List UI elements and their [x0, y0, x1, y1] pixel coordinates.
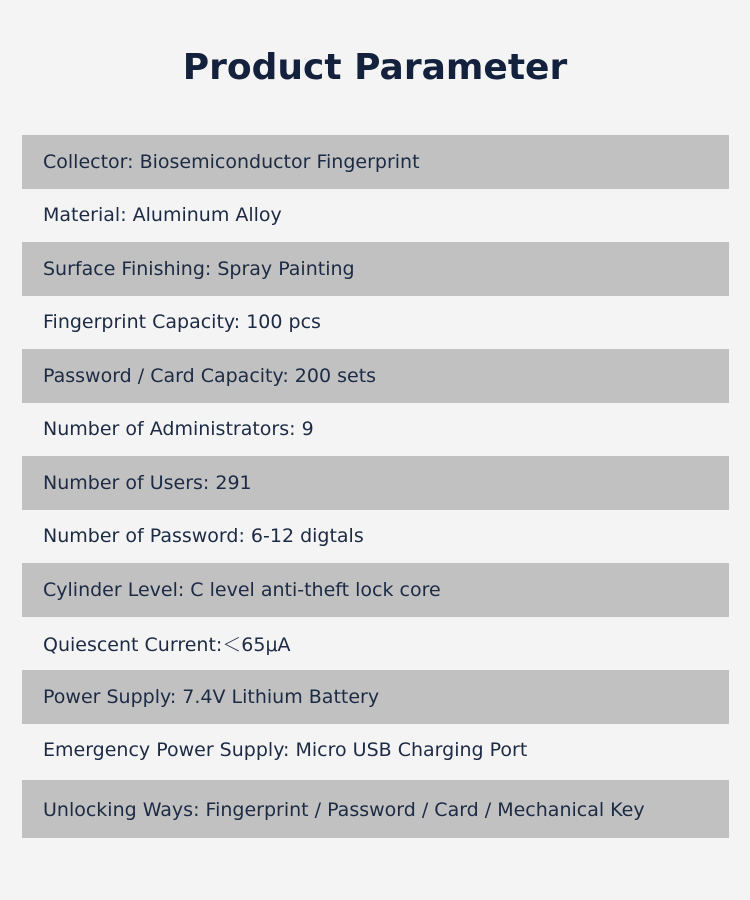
page-title: Product Parameter — [182, 47, 568, 88]
param-row-emergency-power: Emergency Power Supply: Micro USB Charging Port — [43, 739, 528, 762]
param-row-users: Number of Users: 291 — [22, 456, 729, 510]
param-row-administrators: Number of Administrators: 9 — [43, 418, 314, 441]
param-row-quiescent-current: Quiescent Current:＜65μA — [43, 633, 291, 656]
param-row-collector: Collector: Biosemiconductor Fingerprint — [22, 135, 729, 189]
param-row-surface-finishing: Surface Finishing: Spray Painting — [22, 242, 729, 296]
param-row-unlocking-ways: Unlocking Ways: Fingerprint / Password / Card / Mechanical Key — [22, 780, 729, 838]
param-row-power-supply: Power Supply: 7.4V Lithium Battery — [22, 670, 729, 724]
param-row-fingerprint-capacity: Fingerprint Capacity: 100 pcs — [43, 311, 321, 334]
param-row-material: Material: Aluminum Alloy — [43, 204, 282, 227]
parameter-list — [22, 135, 729, 838]
param-row-password-card-capacity: Password / Card Capacity: 200 sets — [22, 349, 729, 403]
param-row-cylinder-level: Cylinder Level: C level anti-theft lock core — [22, 563, 729, 617]
param-row-password-length: Number of Password: 6-12 digtals — [43, 525, 364, 548]
